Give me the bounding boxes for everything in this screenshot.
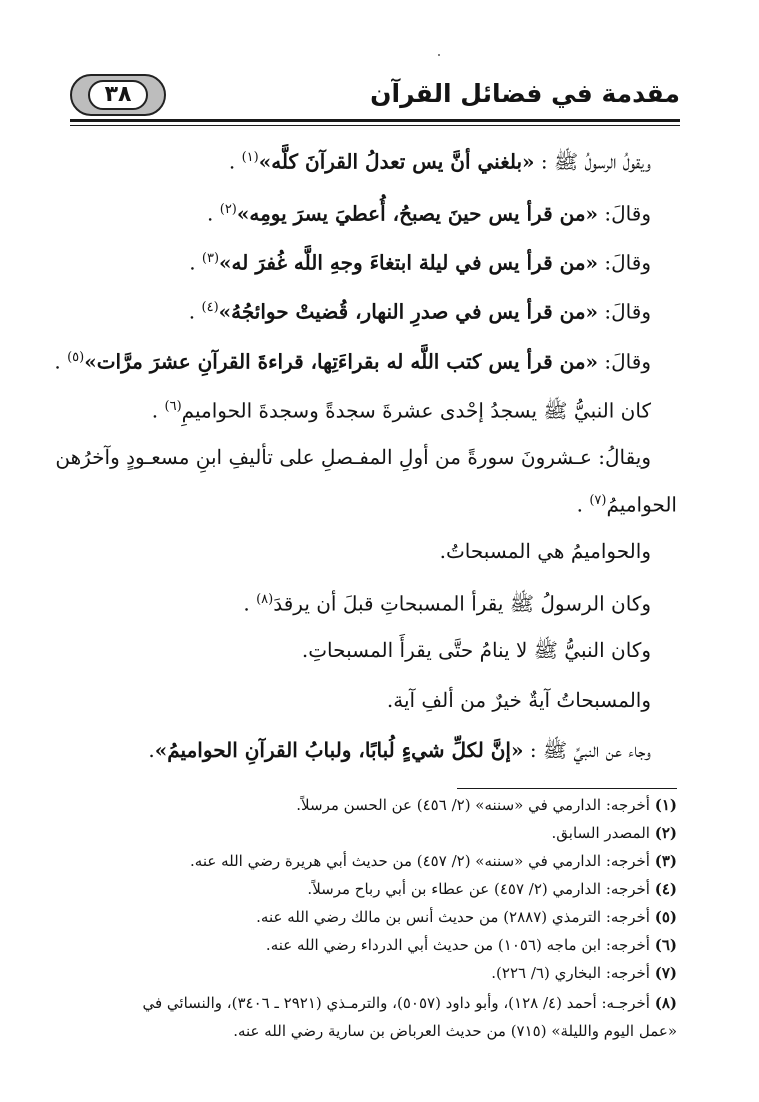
hadith-quote: «من قرأ يس في ليلة ابتغاءَ وجهِ اللَّه غُفرَ له» [219,250,599,275]
footnote-text: «عمل اليوم والليلة» (٧١٥) من حديث العرباض بن سارية رضي الله عنه. [233,1022,677,1040]
footnote-text: المصدر السابق. [551,824,655,842]
line-text: وقالَ: [598,299,651,324]
hadith-quote: «من قرأ يس في صدرِ النهار، قُضيتْ حوائجُهُ» [218,299,599,324]
text-line [302,635,651,665]
hadith-quote: «إنَّ لكلِّ شيءٍ لُبابًا، ولبابُ القرآنِ الحواميمُ» [154,738,524,762]
footnote [266,934,677,956]
footnote-number: (٧) [654,964,677,982]
line-end: . [188,299,202,324]
footnote-text: أخرجـه: أحمد (٤/ ١٢٨)، وأبو داود (٥٠٥٧)، والترمـذي (٢٩٢١ ـ ٣٤٠٦)، والنسائي في [142,994,655,1012]
footnote-text: أخرجه: الدارمي في «سننه» (٢/ ٤٥٦) عن الحسن مرسلاً. [296,796,655,814]
footnote-number: (٥) [654,908,677,926]
line-text: والحواميمُ هي المسبحاتُ. [439,539,651,563]
page-number: ٣٨ [88,80,148,110]
footnote-continuation [233,1020,677,1042]
hadith-quote: «من قرأ يس كتب اللَّه له بقراءَتِها، قراءةَ القرآنِ عشرَ مرَّات» [84,349,599,374]
text-line [577,486,677,520]
text-line [440,536,651,566]
footnote-ref: (٧) [589,493,607,508]
footnote [552,822,678,844]
footnote-number: (٦) [654,936,677,954]
footnote-text: أخرجه: ابن ماجه (١٠٥٦) من حديث أبي الدرداء رضي الله عنه. [265,936,655,954]
line-text: وقالَ: [598,250,651,275]
text-line [189,244,651,278]
line-end: . [151,398,165,423]
text-line [54,343,651,377]
line-text: وكان النبيُّ ﷺ لا ينامُ حتَّى يقرأَ المسبحاتِ. [301,638,651,662]
line-end: . [54,349,68,374]
footnote [142,992,677,1014]
footnote [491,962,677,984]
line-text: والمسبحاتُ آيةٌ خيرٌ من ألفِ آية. [386,688,651,712]
footnote-ref: (٨) [256,592,274,607]
footnote-ref: (٣) [201,251,220,266]
footnote-ref: (١) [241,150,259,165]
line-text: الحواميمُ [606,492,677,517]
line-text: ويقالُ: عـشرونَ سورةً من أولِ المفـصلِ على تأليفِ ابنِ مسعـودٍ وآخرُهن [55,445,651,469]
footnote [256,906,677,928]
footnote-ref: (٤) [201,300,219,315]
line-end: . [189,250,202,275]
hadith-quote: «من قرأ يس حينَ يصبحُ، أُعطيَ يسرَ يومِه» [236,201,599,226]
footnote-text: أخرجه: الدارمي (٢/ ٤٥٧) عن عطاء بن أبي رباح مرسلاً. [307,880,655,898]
line-text: ويقولُ الرسولُ ﷺ : [534,149,651,174]
footnote-text: أخرجه: الترمذي (٢٨٨٧) من حديث أنس بن مالك رضي الله عنه. [256,908,655,926]
footnote [296,794,677,816]
footnote-number: (٤) [654,880,677,898]
footnote [307,878,677,900]
line-text: وقالَ: [598,201,651,226]
text-line [152,392,651,426]
text-line [243,585,651,619]
text-line [207,195,651,229]
footnote-number: (١) [654,796,677,814]
text-line [229,143,651,177]
footnote-number: (٢) [654,824,677,842]
running-title: مقدمة في فضائل القرآن [370,79,680,108]
line-text: وكان الرسولُ ﷺ يقرأ المسبحاتِ قبلَ أن يرقدَ [273,591,651,616]
text-line [189,293,651,327]
footnote-ref: (٢) [219,202,237,217]
text-line [55,442,651,472]
footnote-text: أخرجه: البخاري (٦/ ٢٢٦). [491,964,655,982]
line-end: . [148,738,155,762]
text-line [387,685,651,715]
hadith-quote: «بلغني أنَّ يس تعدلُ القرآنَ كلَّه» [258,149,535,174]
footnote-separator [457,788,677,789]
footnote [190,850,677,872]
footnote-ref: (٦) [164,399,182,414]
text-line [148,735,651,765]
footnote-ref: (٥) [67,350,85,365]
footnote-text: أخرجه: الدارمي في «سننه» (٢/ ٤٥٧) من حديث أبي هريرة رضي الله عنه. [190,852,655,870]
line-text: كان النبيُّ ﷺ يسجدُ إحْدى عشرةَ سجدةً وسجدةَ الحواميمِ [181,398,651,423]
footnote-number: (٨) [654,994,677,1012]
line-end: . [576,492,590,517]
line-end: . [207,201,220,226]
line-text: وجاء عن النبيِّ ﷺ : [523,738,651,762]
line-end: . [243,591,257,616]
footnote-number: (٣) [654,852,677,870]
line-end: . [228,149,242,174]
line-text: وقالَ: [598,349,651,374]
